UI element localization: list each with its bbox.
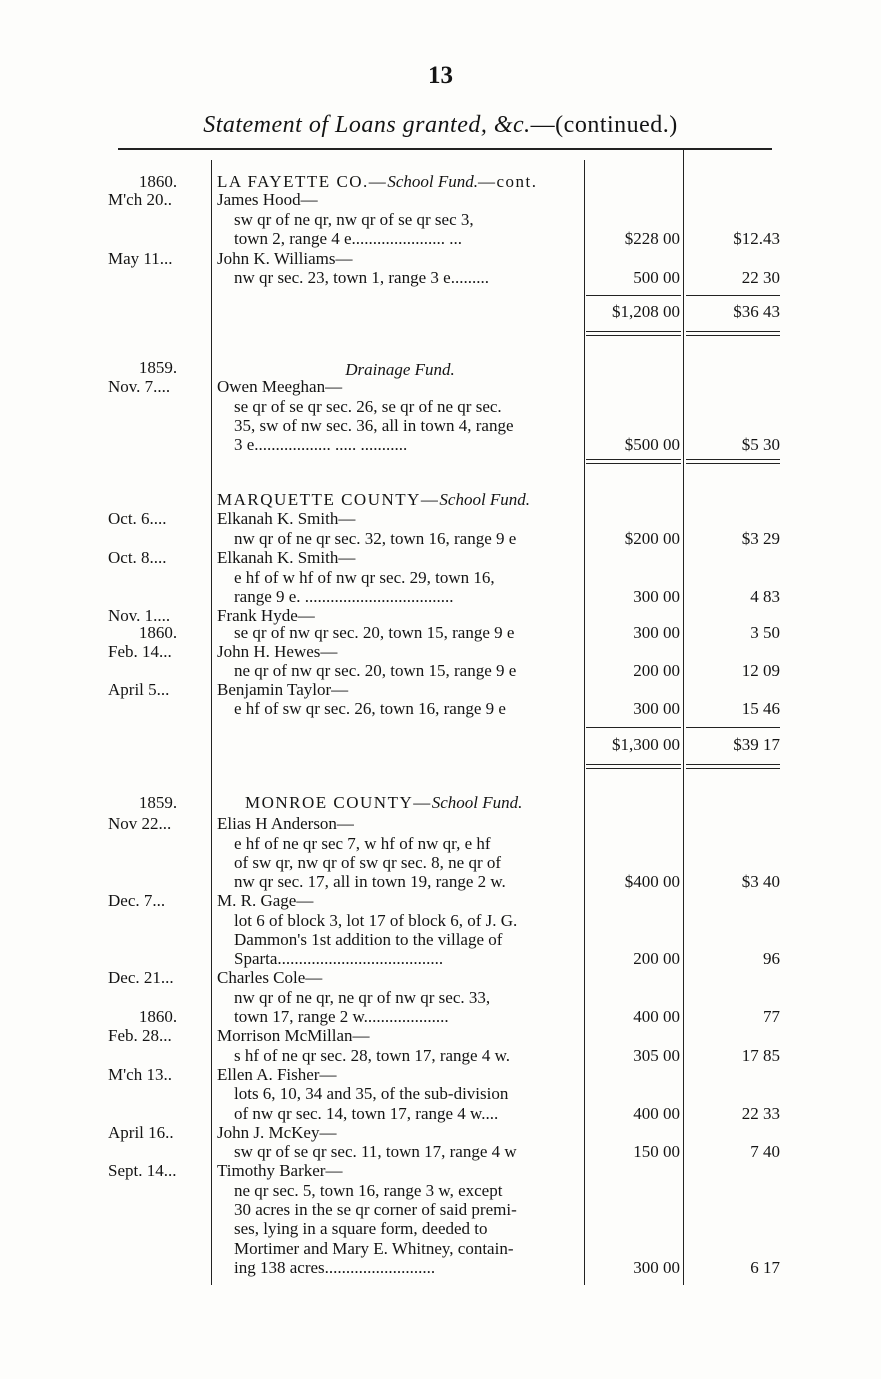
entry-description — [234, 568, 583, 588]
description-text: se qr of nw qr sec. 20, town 15, range 9 e — [234, 623, 515, 642]
description-text: sw qr of se qr sec. 11, town 17, range 4 w — [234, 1142, 517, 1161]
entry-date: May 11... — [108, 249, 173, 268]
description-text: lots 6, 10, 34 and 35, of the sub-division — [234, 1084, 509, 1103]
description-text: Morrison McMillan— — [217, 1026, 370, 1045]
description-text: town 17, range 2 w.................... — [234, 1007, 449, 1026]
loan-amount: 400 00 — [633, 1007, 680, 1026]
fund-name: School Fund. — [439, 490, 531, 509]
page-title-main: Statement of Loans granted, &c. — [203, 112, 531, 138]
entry-description — [234, 872, 583, 892]
description-text: ing 138 acres.......................... — [234, 1258, 436, 1277]
entry-description — [234, 1181, 583, 1201]
subtotal-rule — [686, 295, 780, 296]
loan-amount-total: $1,300 00 — [612, 735, 680, 754]
entry-year: 1860. — [138, 172, 178, 191]
description-text: se qr of se qr sec. 26, se qr of ne qr sec. — [234, 397, 502, 416]
description-text: Charles Cole— — [217, 968, 323, 987]
section-heading — [217, 490, 583, 510]
description-text: of nw qr sec. 14, town 17, range 4 w.... — [234, 1104, 499, 1123]
section-end-rule — [686, 459, 780, 464]
section-heading — [217, 793, 611, 813]
description-text: John J. McKey— — [217, 1123, 337, 1142]
entry-description — [234, 529, 583, 549]
description-text: s hf of ne qr sec. 28, town 17, range 4 w. — [234, 1046, 511, 1065]
loan-amount-total: $1,208 00 — [612, 302, 680, 321]
entry-date: Nov 22... — [108, 814, 172, 833]
fund-name: School Fund. — [431, 793, 523, 812]
entry-name — [217, 642, 583, 662]
entry-description — [234, 1219, 583, 1239]
entry-description — [234, 1084, 583, 1104]
description-text: Ellen A. Fisher— — [217, 1065, 337, 1084]
entry-date: Dec. 21... — [108, 968, 174, 987]
entry-date: April 16.. — [108, 1123, 174, 1142]
entry-description — [234, 834, 583, 854]
interest-amount: 17 85 — [741, 1046, 780, 1065]
description-text: 30 acres in the se qr corner of said premi- — [234, 1200, 517, 1219]
entry-description — [234, 623, 583, 643]
description-text: M. R. Gage— — [217, 891, 314, 910]
loan-amount: 400 00 — [633, 1104, 680, 1123]
interest-amount: $5 30 — [741, 435, 780, 454]
description-text: ses, lying in a square form, deeded to — [234, 1219, 488, 1238]
description-text: LA FAYETTE CO.— — [217, 172, 388, 191]
interest-amount: 3 50 — [750, 623, 780, 642]
entry-description — [234, 268, 583, 288]
interest-amount-total: $36 43 — [733, 302, 780, 321]
description-text: Elkanah K. Smith— — [217, 509, 356, 528]
description-text: MARQUETTE COUNTY— — [217, 490, 440, 509]
description-text: 3 e.................. ..... ........... — [234, 435, 408, 454]
subtotal-rule — [586, 727, 681, 728]
description-text: e hf of sw qr sec. 26, town 16, range 9 e — [234, 699, 506, 718]
description-text: MONROE COUNTY— — [245, 793, 432, 812]
description-text: Owen Meeghan— — [217, 377, 343, 396]
page-title — [0, 112, 881, 139]
interest-amount: 4 83 — [750, 587, 780, 606]
column-rule-date — [211, 160, 212, 1285]
description-text: Timothy Barker— — [217, 1161, 343, 1180]
loan-amount: $400 00 — [624, 872, 680, 891]
entry-date: April 5... — [108, 680, 170, 699]
entry-year: 1860. — [138, 623, 178, 642]
interest-amount: $3 40 — [741, 872, 780, 891]
entry-date: Sept. 14... — [108, 1161, 177, 1180]
interest-amount: 7 40 — [750, 1142, 780, 1161]
loan-amount: $500 00 — [624, 435, 680, 454]
entry-description — [234, 397, 583, 417]
description-text: town 2, range 4 e...................... ... — [234, 229, 463, 248]
fund-name: School Fund. — [387, 172, 478, 191]
description-text: of sw qr, nw qr of sw qr sec. 8, ne qr of — [234, 853, 502, 872]
interest-amount-total: $39 17 — [733, 735, 780, 754]
description-text: Mortimer and Mary E. Whitney, contain- — [234, 1239, 514, 1258]
section-heading — [217, 172, 583, 192]
description-text: range 9 e. ................................... — [234, 587, 454, 606]
loan-amount: 305 00 — [633, 1046, 680, 1065]
description-text: Drainage Fund. — [345, 360, 455, 379]
loan-amount: 300 00 — [633, 1258, 680, 1277]
interest-amount: 6 17 — [750, 1258, 780, 1277]
subtotal-rule — [686, 727, 780, 728]
description-text: nw qr of ne qr sec. 32, town 16, range 9 e — [234, 529, 517, 548]
entry-description — [234, 911, 583, 931]
entry-name — [217, 249, 583, 269]
description-text: e hf of w hf of nw qr sec. 29, town 16, — [234, 568, 495, 587]
entry-description — [234, 988, 583, 1008]
entry-description — [234, 1258, 583, 1278]
section-end-rule — [686, 331, 780, 336]
loan-amount: 150 00 — [633, 1142, 680, 1161]
entry-description — [234, 587, 583, 607]
description-text: Elkanah K. Smith— — [217, 548, 356, 567]
loan-amount: 200 00 — [633, 949, 680, 968]
entry-date: Dec. 7... — [108, 891, 166, 910]
description-text: nw qr sec. 23, town 1, range 3 e......... — [234, 268, 489, 287]
description-text: lot 6 of block 3, lot 17 of block 6, of J. G. — [234, 911, 518, 930]
description-text: James Hood— — [217, 190, 318, 209]
description-text: 35, sw of nw sec. 36, all in town 4, range — [234, 416, 514, 435]
entry-description — [234, 1142, 583, 1162]
description-text: ne qr of nw qr sec. 20, town 15, range 9 e — [234, 661, 517, 680]
loan-amount: 200 00 — [633, 661, 680, 680]
description-text: John H. Hewes— — [217, 642, 338, 661]
description-text: Elias H Anderson— — [217, 814, 354, 833]
section-end-rule — [686, 764, 780, 769]
interest-amount: 77 — [763, 1007, 780, 1026]
subtotal-rule — [586, 295, 681, 296]
column-rule-description — [584, 160, 585, 1285]
interest-amount: 22 30 — [741, 268, 780, 287]
entry-description — [234, 210, 583, 230]
entry-description — [234, 1239, 583, 1259]
interest-amount: 12 09 — [741, 661, 780, 680]
entry-description — [234, 416, 583, 436]
loan-amount: 300 00 — [633, 587, 680, 606]
entry-name — [217, 509, 583, 529]
description-text: Dammon's 1st addition to the village of — [234, 930, 503, 949]
loan-amount: $200 00 — [624, 529, 680, 548]
entry-name — [217, 1026, 583, 1046]
interest-amount: 22 33 — [741, 1104, 780, 1123]
interest-amount: 96 — [763, 949, 780, 968]
entry-name — [217, 814, 583, 834]
description-text: nw qr sec. 17, all in town 19, range 2 w. — [234, 872, 506, 891]
loan-amount: 300 00 — [633, 699, 680, 718]
description-text: ne qr sec. 5, town 16, range 3 w, except — [234, 1181, 503, 1200]
loan-amount: 500 00 — [633, 268, 680, 287]
entry-date: Oct. 8.... — [108, 548, 167, 567]
column-rule-amount — [683, 150, 684, 1285]
entry-name — [217, 377, 583, 397]
entry-date: Oct. 6.... — [108, 509, 167, 528]
entry-name — [217, 190, 583, 210]
description-text: nw qr of ne qr, ne qr of nw qr sec. 33, — [234, 988, 491, 1007]
description-text: e hf of ne qr sec 7, w hf of nw qr, e hf — [234, 834, 491, 853]
entry-description — [234, 1104, 583, 1124]
page-number: 13 — [428, 62, 453, 89]
entry-date: Feb. 14... — [108, 642, 172, 661]
entry-name — [217, 968, 583, 988]
entry-description — [234, 435, 583, 455]
entry-description — [234, 1007, 583, 1027]
description-text: Benjamin Taylor— — [217, 680, 349, 699]
entry-name — [217, 891, 583, 911]
entry-description — [234, 930, 583, 950]
section-end-rule — [586, 764, 681, 769]
entry-description — [234, 1200, 583, 1220]
description-text: John K. Williams— — [217, 249, 353, 268]
entry-description — [234, 949, 583, 969]
entry-date: Nov. 7.... — [108, 377, 171, 396]
loan-amount: 300 00 — [633, 623, 680, 642]
entry-name — [217, 1123, 583, 1143]
entry-date: M'ch 13.. — [108, 1065, 172, 1084]
entry-description — [234, 229, 583, 249]
page-title-suffix: —(continued.) — [530, 112, 678, 138]
interest-amount: $3 29 — [741, 529, 780, 548]
entry-description — [234, 1046, 583, 1066]
entry-date: Nov. 1.... — [108, 606, 171, 625]
entry-description — [234, 853, 583, 873]
section-end-rule — [586, 459, 681, 464]
entry-description — [234, 661, 583, 681]
loan-amount: $228 00 — [624, 229, 680, 248]
description-text: Frank Hyde— — [217, 606, 315, 625]
heading-suffix: —cont. — [477, 172, 538, 191]
section-end-rule — [586, 331, 681, 336]
header-rule — [118, 148, 772, 150]
entry-name — [217, 680, 583, 700]
entry-year: 1859. — [138, 358, 178, 377]
entry-name — [217, 1161, 583, 1181]
description-text: sw qr of ne qr, nw qr of se qr sec 3, — [234, 210, 474, 229]
interest-amount: $12.43 — [733, 229, 780, 248]
entry-name — [217, 548, 583, 568]
entry-year: 1860. — [138, 1007, 178, 1026]
entry-year: 1859. — [138, 793, 178, 812]
interest-amount: 15 46 — [741, 699, 780, 718]
description-text: Sparta....................................... — [234, 949, 444, 968]
entry-description — [234, 699, 583, 719]
entry-name — [217, 1065, 583, 1085]
entry-date: Feb. 28... — [108, 1026, 172, 1045]
entry-date: M'ch 20.. — [108, 190, 172, 209]
